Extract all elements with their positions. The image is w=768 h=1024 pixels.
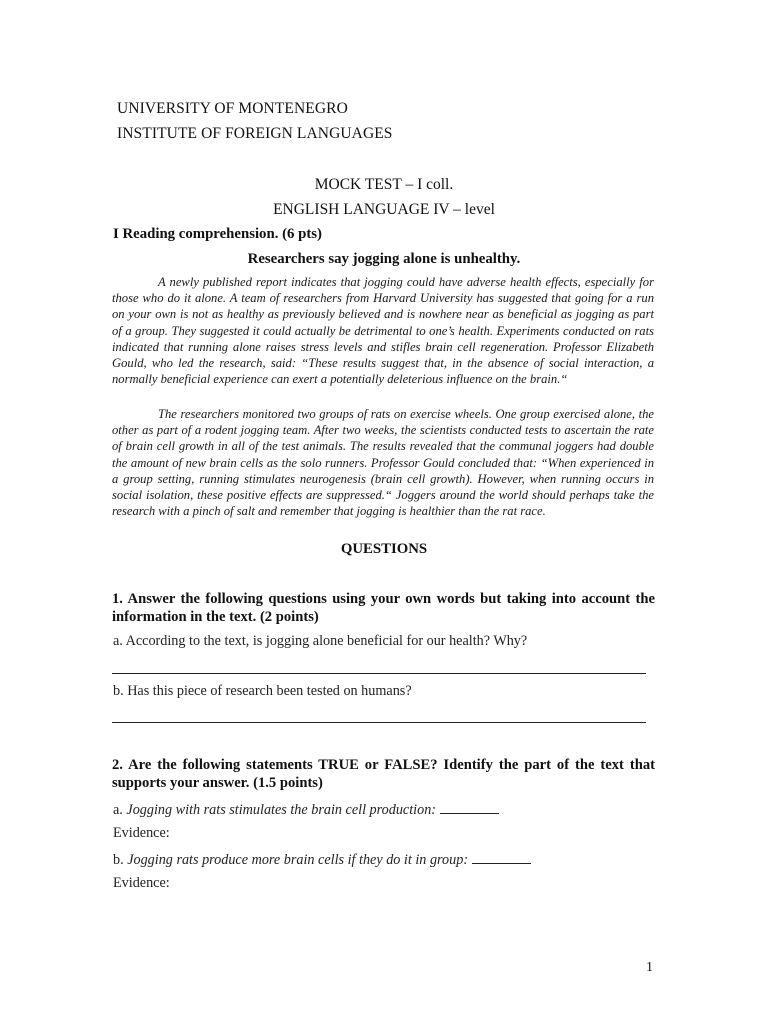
paragraph-2-text: The researchers monitored two groups of rats on exercise wheels. One group exercised alone, the other as part of a rodent jogging team. After two weeks, the scientists conducted tests to ascertain the rate of brain cell growth in all of the test animals. The results revealed that the communal joggers had double the amount of new brain cells as the solo runners. Professor Gould concluded that: “When experienced in a group setting, running stimulates neurogenesis (brain cell growth). However, when running occurs in social isolation, these positive effects are suppressed.“ Joggers around the world should perhaps take the research with a pinch of salt and remember that jogging is healthier than the rat race. [112, 407, 654, 519]
question-1a: a. According to the text, is jogging alone beneficial for our health? Why? [113, 633, 528, 649]
test-title: MOCK TEST – I coll. [314, 176, 454, 193]
question-1b: b. Has this piece of research been tested on humans? [113, 683, 412, 699]
statement-2b-prefix: b. [113, 852, 128, 868]
university-name: UNIVERSITY OF MONTENEGRO [117, 100, 348, 117]
article-title: Researchers say jogging alone is unhealthy. [247, 251, 521, 267]
institute-name: INSTITUTE OF FOREIGN LANGUAGES [117, 125, 393, 142]
test-subtitle: ENGLISH LANGUAGE IV – level [273, 201, 495, 218]
true-false-blank-2b[interactable] [472, 850, 531, 864]
paragraph-1-text: A newly published report indicates that jogging could have adverse health effects, especially for those who do it alone. A team of researchers from Harvard University has suggested that going for a run on your own is not as healthy as previously believed and is nowhere near as beneficial as jogging as part of a group. They suggested it could actually be detrimental to one’s health. Experiments conducted on rats indicated that running alone raises stress levels and stifles brain cell regeneration. Professor Elizabeth Gould, who led the research, said: “These results suggest that, in the absence of social interaction, a normally beneficial experience can exert a potentially deleterious influence on the brain.“ [112, 275, 654, 387]
true-false-blank-2a[interactable] [440, 800, 499, 814]
statement-2a [113, 800, 499, 819]
questions-heading: QUESTIONS [340, 541, 428, 557]
question-1-instruction: 1. Answer the following questions using your own words but taking into account the information in the text. (2 points) [112, 591, 655, 625]
evidence-2b-label: Evidence: [113, 875, 170, 891]
statement-2a-text: Jogging with rats stimulates the brain cell production: [126, 802, 437, 818]
statement-2b [113, 850, 531, 869]
evidence-2a-label: Evidence: [113, 825, 170, 841]
statement-2b-text: Jogging rats produce more brain cells if they do it in group: [127, 852, 469, 868]
question-2-instruction: 2. Are the following statements TRUE or FALSE? Identify the part of the text that supports your answer. (1.5 points) [112, 757, 655, 791]
page-number: 1 [646, 960, 653, 975]
statement-2a-prefix: a. [113, 802, 127, 818]
article-paragraph-1 [112, 274, 654, 387]
answer-line-1a[interactable] [112, 673, 646, 674]
article-paragraph-2 [112, 406, 654, 519]
reading-section-label: I Reading comprehension. (6 pts) [113, 226, 322, 242]
answer-line-1b[interactable] [112, 722, 646, 723]
